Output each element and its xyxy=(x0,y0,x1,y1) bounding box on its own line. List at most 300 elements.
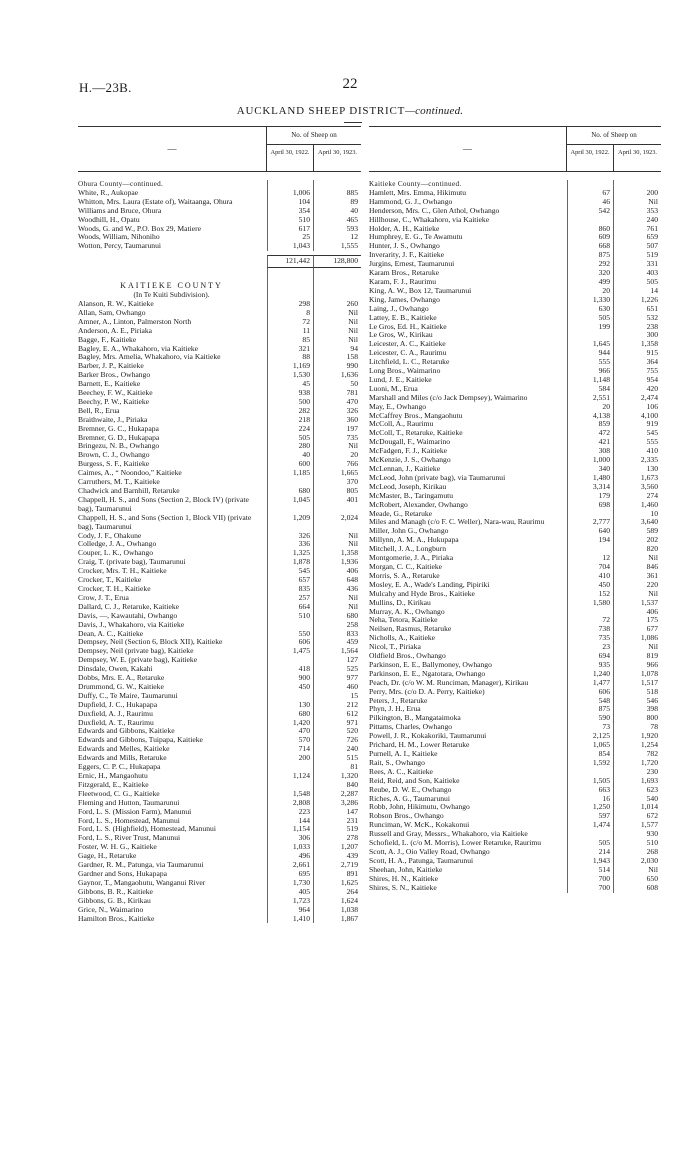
sheep-1923-cell: Nil xyxy=(348,530,358,540)
table-row xyxy=(78,469,361,478)
right-table xyxy=(369,126,661,893)
table-row xyxy=(78,843,361,852)
sheep-1923-cell: Nil xyxy=(648,864,658,874)
table-row xyxy=(369,714,661,723)
sheep-1923-cell xyxy=(314,282,361,291)
table-row xyxy=(369,590,661,599)
sheep-1923-cell: 274 xyxy=(646,490,658,500)
name-cell: Mulcahy and Hyde Bros., Kaitieke xyxy=(369,589,475,598)
table-row xyxy=(78,532,361,541)
name-cell: Nicol, T., Piriaka xyxy=(369,643,421,652)
name-cell: Le Gros, Ed. H., Kaitieke xyxy=(369,322,447,331)
sheep-1923-cell: 353 xyxy=(646,205,658,215)
table-row xyxy=(78,674,361,683)
table-row xyxy=(369,412,661,421)
sheep-1923-cell: 1,636 xyxy=(340,370,358,380)
left-table-header xyxy=(78,126,361,172)
name-cell: Dallard, C. J., Retaruke, Kaitieke xyxy=(78,602,180,611)
right-header-group-label: No. of Sheep on xyxy=(567,127,661,145)
sheep-1923-cell xyxy=(314,268,361,282)
sheep-1923-cell: 1,867 xyxy=(340,913,358,923)
name-cell: Crow, J. T., Erua xyxy=(78,593,129,602)
table-row xyxy=(369,465,661,474)
table-row xyxy=(78,825,361,834)
name-cell: Braithwaite, J., Piriaka xyxy=(78,415,148,424)
sheep-1923-cell: Nil xyxy=(348,325,358,335)
table-row xyxy=(78,656,361,665)
sheep-1923-cell: 361 xyxy=(646,570,658,580)
table-row xyxy=(78,727,361,736)
sheep-1922-cell: 1,065 xyxy=(567,741,614,750)
name-cell: Duffy, C., Te Maire, Taumarunui xyxy=(78,691,178,700)
table-row xyxy=(369,483,661,492)
document-reference: H.—23B. xyxy=(79,80,132,95)
table-row xyxy=(369,216,661,225)
table-row xyxy=(78,225,361,234)
sheep-1922-cell: 421 xyxy=(567,438,614,447)
sheep-1923-cell: 106 xyxy=(646,401,658,411)
sheep-1923-cell: 966 xyxy=(646,659,658,669)
table-row xyxy=(369,616,661,625)
sheep-1922-cell: 306 xyxy=(267,834,314,843)
table-row xyxy=(369,545,661,554)
sheep-1922-cell: 67 xyxy=(567,189,614,198)
sheep-1923-cell: 555 xyxy=(646,437,658,447)
table-row xyxy=(78,790,361,799)
sheep-1923-cell: 2,030 xyxy=(640,855,658,865)
table-row xyxy=(369,189,661,198)
table-row xyxy=(369,643,661,652)
left-header-name-column: — xyxy=(78,127,267,171)
sheep-1922-cell: 11 xyxy=(267,327,314,336)
name-cell: McLeod, Joseph, Kirikau xyxy=(369,482,447,491)
name-cell: Leicester, A. C., Kaitieke xyxy=(369,340,446,349)
sheep-1923-cell: 15 xyxy=(350,690,358,700)
sheep-1923-cell: 840 xyxy=(346,779,358,789)
sheep-1922-cell: 336 xyxy=(267,540,314,549)
sheep-1922-cell: 450 xyxy=(267,683,314,692)
sheep-1922-cell: 1,006 xyxy=(267,189,314,198)
table-row xyxy=(78,665,361,674)
table-row xyxy=(78,719,361,728)
table-row xyxy=(78,487,361,496)
sheep-1922-cell: 964 xyxy=(267,906,314,915)
sheep-1922-cell: 1,240 xyxy=(567,670,614,679)
sheep-1922-cell: 418 xyxy=(267,665,314,674)
sheep-1923-cell: 915 xyxy=(646,348,658,358)
sheep-1922-cell: 298 xyxy=(267,300,314,309)
sheep-1922-cell: 85 xyxy=(267,336,314,345)
name-cell: Burgess, S. F., Kaitieke xyxy=(78,460,150,469)
sheep-1922-cell: 630 xyxy=(567,305,614,314)
sheep-1922-cell: 257 xyxy=(267,594,314,603)
name-cell: Shires, H. N., Kaitieke xyxy=(369,874,438,883)
name-cell: Humphrey, E. G., Te Awamutu xyxy=(369,233,463,242)
sheep-1923-cell: 1,460 xyxy=(640,499,658,509)
name-cell: Purnell, A. I., Kaitieke xyxy=(369,750,438,758)
sheep-1922-cell: 700 xyxy=(567,884,614,893)
name-cell: Woods, G. and W., P.O. Box 29, Matiere xyxy=(78,224,201,233)
name-cell: Edwards and Gibbons, Tuipapa, Kaitieke xyxy=(78,736,203,745)
table-row xyxy=(369,331,661,340)
sheep-1922-cell: 1,477 xyxy=(567,679,614,688)
name-cell: Lattey, E. B., Kaitieke xyxy=(369,313,437,322)
sheep-1922-cell: 1,474 xyxy=(567,821,614,830)
sheep-1922-cell: 1,250 xyxy=(567,803,614,812)
sheep-1923-cell: 40 xyxy=(350,205,358,215)
sheep-1922-cell: 1,420 xyxy=(267,719,314,728)
name-cell: Barber, J. P., Kaitieke xyxy=(78,362,144,371)
name-cell: Kaitieke County—continued. xyxy=(369,180,462,188)
table-row xyxy=(369,875,661,884)
table-row xyxy=(78,540,361,549)
sheep-1923-cell: 507 xyxy=(646,241,658,251)
name-cell: Peach, Dr. (c/o W. M. Runciman, Manager), Kirikau xyxy=(369,678,529,687)
table-row xyxy=(369,750,661,759)
table-row xyxy=(78,478,361,487)
sheep-1922-cell: 1,148 xyxy=(567,376,614,385)
sheep-1922-cell: 584 xyxy=(567,385,614,394)
sheep-1922-cell xyxy=(267,268,314,282)
name-cell xyxy=(78,268,267,282)
sheep-1923-cell: 623 xyxy=(646,784,658,794)
total-row xyxy=(78,255,361,268)
table-row xyxy=(369,367,661,376)
sheep-1923-cell: 459 xyxy=(346,637,358,647)
table-row xyxy=(369,857,661,866)
sheep-1923-cell: 364 xyxy=(646,357,658,367)
table-row xyxy=(369,777,661,786)
left-header-col-1923: April 30, 1923. xyxy=(317,149,358,156)
sheep-1922-cell: 735 xyxy=(567,634,614,643)
sheep-1922-cell: 668 xyxy=(567,242,614,251)
table-row xyxy=(369,563,661,572)
name-cell: Dobbs, Mrs. E. A., Retaruke xyxy=(78,674,165,683)
sheep-1923-cell: 1,014 xyxy=(640,802,658,812)
name-cell: Robson Bros., Owhango xyxy=(369,812,444,821)
sheep-1922-cell: 2,551 xyxy=(567,394,614,403)
table-row xyxy=(369,741,661,750)
sheep-1922-cell: 664 xyxy=(267,603,314,612)
sheep-1923-cell: 20 xyxy=(350,450,358,460)
sheep-1923-cell: 130 xyxy=(646,464,658,473)
title-divider xyxy=(344,122,362,123)
sheep-1923-cell: 200 xyxy=(646,187,658,197)
sheep-1922-cell: 1,154 xyxy=(267,825,314,834)
sheep-1922-cell: 555 xyxy=(567,358,614,367)
sheep-1923-cell: 1,358 xyxy=(640,339,658,349)
name-cell: Karam Bros., Retaruke xyxy=(369,269,440,278)
name-cell: Murray, A. K., Owhango xyxy=(369,607,445,616)
table-row xyxy=(369,447,661,456)
table-row xyxy=(369,358,661,367)
sheep-1922-cell: 130 xyxy=(267,701,314,710)
sheep-1923-cell: 360 xyxy=(346,414,358,424)
sheep-1922-cell: 179 xyxy=(567,492,614,501)
sheep-1922-cell: 223 xyxy=(267,808,314,817)
name-cell: Duxfield, A. J., Raurimu xyxy=(78,709,153,718)
table-row xyxy=(78,496,361,514)
sheep-1923-cell: 260 xyxy=(346,298,358,308)
section-heading xyxy=(78,180,361,189)
sheep-1922-cell: 835 xyxy=(267,585,314,594)
name-cell: Lund, J. E., Kaitieke xyxy=(369,375,432,384)
sheep-1923-cell: 540 xyxy=(646,793,658,803)
table-row xyxy=(78,852,361,861)
name-cell: Gardner and Sons, Hukapapa xyxy=(78,869,167,878)
sheep-1923-cell: Nil xyxy=(648,196,658,206)
sheep-1923-cell: 930 xyxy=(646,829,658,839)
name-cell: Chappell, H. S., and Sons (Section 1, Block VII) (private bag), Taumarunui xyxy=(78,513,252,531)
sheep-1923-cell: 268 xyxy=(646,846,658,856)
sheep-1923-cell: 240 xyxy=(346,744,358,754)
name-cell: Bremner, G. C., Hukapapa xyxy=(78,424,159,433)
name-cell: McLeod, John (private bag), via Taumarunui xyxy=(369,473,506,482)
table-row xyxy=(78,630,361,639)
sheep-1923-cell: 1,564 xyxy=(340,646,358,656)
sheep-1922-cell xyxy=(267,282,314,291)
table-row xyxy=(369,492,661,501)
sheep-1922-cell: 104 xyxy=(267,198,314,207)
left-header-sheep-columns xyxy=(267,127,361,171)
name-cell: Reid, Reid, and Son, Kaitieke xyxy=(369,776,460,785)
table-row xyxy=(369,830,661,839)
name-cell xyxy=(78,255,267,268)
name-cell: McDougall, F., Waimarino xyxy=(369,438,451,447)
table-row xyxy=(78,318,361,327)
name-cell: Colledge, J. A., Owhango xyxy=(78,540,157,549)
name-cell: Hamlett, Mrs. Emma, Hikimutu xyxy=(369,188,467,197)
name-cell: Gage, H., Retaruke xyxy=(78,852,137,861)
sheep-1923-cell: 2,719 xyxy=(340,860,358,870)
table-row xyxy=(369,260,661,269)
name-cell: King, A. W., Box 12, Taumarunui xyxy=(369,286,472,295)
table-row xyxy=(369,278,661,287)
sheep-1923-cell: 819 xyxy=(646,651,658,661)
sheep-1923-cell: Nil xyxy=(348,334,358,344)
table-row xyxy=(369,207,661,216)
table-row xyxy=(78,763,361,772)
sheep-1923-cell: 50 xyxy=(350,379,358,389)
sheep-1923-cell: 202 xyxy=(646,535,658,545)
table-row xyxy=(78,514,361,532)
sheep-1922-cell: 2,125 xyxy=(567,732,614,741)
name-cell: Mullins, D., Kirikau xyxy=(369,598,431,607)
sheep-1923-cell: 1,320 xyxy=(340,771,358,780)
sheep-1922-cell: 1,592 xyxy=(567,759,614,768)
name-cell: Schofield, L. (c/o M. Morris), Lower Retaruke, Raurimu xyxy=(369,839,542,848)
sheep-1922-cell: 514 xyxy=(567,866,614,875)
sheep-1922-cell: 505 xyxy=(567,839,614,848)
table-row xyxy=(369,634,661,643)
table-row xyxy=(78,594,361,603)
sheep-1923-cell: 1,537 xyxy=(640,597,658,607)
left-header-col-1922: April 30, 1922. xyxy=(267,145,314,171)
name-cell: Long Bros., Waimarino xyxy=(369,367,441,376)
sheep-1923-cell: 1,936 xyxy=(340,557,358,567)
table-row xyxy=(78,834,361,843)
sheep-1923-cell: 846 xyxy=(646,561,658,571)
sheep-1922-cell: 700 xyxy=(567,875,614,884)
sheep-1922-cell: 1,730 xyxy=(267,879,314,888)
sheep-1922-cell: 292 xyxy=(567,260,614,269)
name-cell: Mitchell, J. A., Longburn xyxy=(369,545,446,554)
name-cell: Neilsen, Rasmus, Retaruke xyxy=(369,625,452,634)
sheep-1923-cell: 680 xyxy=(346,610,358,620)
sheep-1923-cell: 782 xyxy=(646,749,658,758)
table-row xyxy=(369,536,661,545)
table-row xyxy=(369,305,661,314)
name-cell: Gibbons, G. B., Kirikau xyxy=(78,896,151,905)
name-cell: Montgomerie, J. A., Piriaka xyxy=(369,554,454,563)
name-cell: (In Te Kuiti Subdivision). xyxy=(133,291,210,300)
name-cell: Edwards and Gibbons, Kaitieke xyxy=(78,727,175,736)
sheep-1922-cell: 1,475 xyxy=(267,647,314,656)
sheep-1923-cell: Nil xyxy=(348,316,358,326)
sheep-1923-cell: 439 xyxy=(346,851,358,861)
sheep-1922-cell: 410 xyxy=(567,572,614,581)
sheep-1923-cell: 403 xyxy=(646,268,658,278)
name-cell: Beechey, F. W., Kaitieke xyxy=(78,389,153,398)
table-row xyxy=(369,786,661,795)
table-row xyxy=(78,915,361,924)
table-row xyxy=(78,425,361,434)
name-cell: Jurgins, Ernest, Taumarunui xyxy=(369,260,455,269)
name-cell: Davis, J., Whakahoro, via Kaitieke xyxy=(78,620,185,629)
sheep-1922-cell: 214 xyxy=(567,848,614,857)
table-row xyxy=(369,679,661,688)
table-row xyxy=(369,821,661,830)
name-cell: Litchfield, L. C., Retaruke xyxy=(369,358,450,367)
table-row xyxy=(78,870,361,879)
table-row xyxy=(78,407,361,416)
table-row xyxy=(369,866,661,875)
table-row xyxy=(78,745,361,754)
table-row xyxy=(78,808,361,817)
name-cell: Bagley, Mrs. Amelia, Whakahoro, via Kaitieke xyxy=(78,353,221,362)
sheep-1923-cell: 612 xyxy=(346,708,358,718)
sheep-1922-cell: 496 xyxy=(267,852,314,861)
sheep-1923-cell: Nil xyxy=(348,592,358,602)
sheep-1922-cell: 1,185 xyxy=(267,469,314,478)
table-row xyxy=(369,314,661,323)
table-row xyxy=(369,688,661,697)
name-cell: KAITIEKE COUNTY xyxy=(120,282,223,291)
sheep-1922-cell: 600 xyxy=(267,460,314,469)
sheep-1923-cell: 3,560 xyxy=(640,481,658,491)
table-row xyxy=(78,416,361,425)
sheep-1923-cell: 766 xyxy=(346,459,358,469)
name-cell: Robb, John, Hikimutu, Owhango xyxy=(369,803,470,812)
sheep-1922-cell: 854 xyxy=(567,750,614,759)
sheep-1922-cell: 1,124 xyxy=(267,772,314,781)
sheep-1922-cell: 2,777 xyxy=(567,518,614,527)
sheep-1923-cell: 520 xyxy=(346,726,358,736)
sheep-1923-cell: 677 xyxy=(646,624,658,634)
table-row xyxy=(369,581,661,590)
table-row xyxy=(369,803,661,812)
table-row xyxy=(78,549,361,558)
table-row xyxy=(78,371,361,380)
sheep-1923-cell: 4,100 xyxy=(640,410,658,420)
sheep-1922-cell: 20 xyxy=(567,403,614,412)
sheep-1923-cell: 885 xyxy=(346,187,358,197)
sheep-1923-cell: Nil xyxy=(648,553,658,563)
table-row xyxy=(369,501,661,510)
name-cell: Bell, R., Erua xyxy=(78,406,120,415)
sheep-1922-cell: 320 xyxy=(567,269,614,278)
table-row xyxy=(78,817,361,826)
sheep-1923-cell: 1,086 xyxy=(640,633,658,643)
table-row xyxy=(369,340,661,349)
table-row xyxy=(369,420,661,429)
name-cell: Luoni, M., Erua xyxy=(369,384,418,393)
sheep-1923-cell: Nil xyxy=(348,441,358,451)
name-cell: McKenzie, J. S., Owhango xyxy=(369,456,451,465)
title-suffix: —continued. xyxy=(405,105,464,117)
name-cell: King, James, Owhango xyxy=(369,295,440,304)
sheep-1922-cell: 900 xyxy=(267,674,314,683)
sheep-1923-cell: 258 xyxy=(346,619,358,629)
sheep-1922-cell: 500 xyxy=(267,398,314,407)
table-row xyxy=(78,772,361,781)
sheep-1923-cell: 94 xyxy=(350,343,358,353)
name-cell: Miles and Managh (c/o F. C. Weller), Nara-wau, Raurimu xyxy=(369,518,545,527)
sheep-1923-cell: 326 xyxy=(346,405,358,415)
name-cell: Crocker, T. H., Kaitieke xyxy=(78,584,151,593)
table-row xyxy=(369,795,661,804)
name-cell: McColl, T., Retaruke, Kaitieke xyxy=(369,429,463,438)
sheep-1922-cell: 1,723 xyxy=(267,897,314,906)
sheep-1922-cell: 2,661 xyxy=(267,861,314,870)
sheep-1923-cell: Nil xyxy=(648,642,658,652)
sheep-1922-cell: 860 xyxy=(567,225,614,234)
sheep-1922-cell: 308 xyxy=(567,447,614,456)
sheep-1922-cell: 1,530 xyxy=(267,371,314,380)
table-row xyxy=(78,799,361,808)
table-row xyxy=(369,376,661,385)
table-row xyxy=(78,603,361,612)
sheep-1923-cell: 127 xyxy=(346,655,358,665)
name-cell: Rees, A. C., Kaitieke xyxy=(369,767,433,776)
table-row xyxy=(369,554,661,563)
table-row xyxy=(78,242,361,251)
sheep-1922-cell: 340 xyxy=(567,465,614,474)
table-row xyxy=(369,884,661,893)
sheep-1923-cell: 1,693 xyxy=(640,775,658,785)
name-cell: Davis, —, Kawautahi, Owhango xyxy=(78,611,178,620)
name-cell: Duxfield, A. T., Raurimu xyxy=(78,718,154,727)
table-row xyxy=(78,434,361,443)
name-cell: Inverarity, J. F., Kaitieke xyxy=(369,251,445,260)
table-row xyxy=(369,474,661,483)
sheep-1922-cell: 25 xyxy=(267,233,314,242)
sheep-1923-cell: 820 xyxy=(646,544,658,554)
name-cell: McMaster, B., Taringamutu xyxy=(369,491,454,500)
sheep-1923-cell: 406 xyxy=(646,606,658,616)
section-heading xyxy=(78,291,361,300)
table-row xyxy=(78,198,361,207)
sheep-1922-cell: 499 xyxy=(567,278,614,287)
name-cell: Dempsey, Neil (private bag), Kaitieke xyxy=(78,647,194,656)
sheep-1923-cell: 1,720 xyxy=(640,757,658,767)
sheep-1923-cell: Nil xyxy=(348,601,358,611)
name-cell: Couper, L. K., Owhango xyxy=(78,549,153,558)
name-cell: McCaffrey Bros., Mangaohutu xyxy=(369,411,463,420)
sheep-1923-cell: 460 xyxy=(346,681,358,691)
name-cell: McColl, A., Raurimu xyxy=(369,420,434,429)
sheep-1922-cell: 472 xyxy=(567,429,614,438)
